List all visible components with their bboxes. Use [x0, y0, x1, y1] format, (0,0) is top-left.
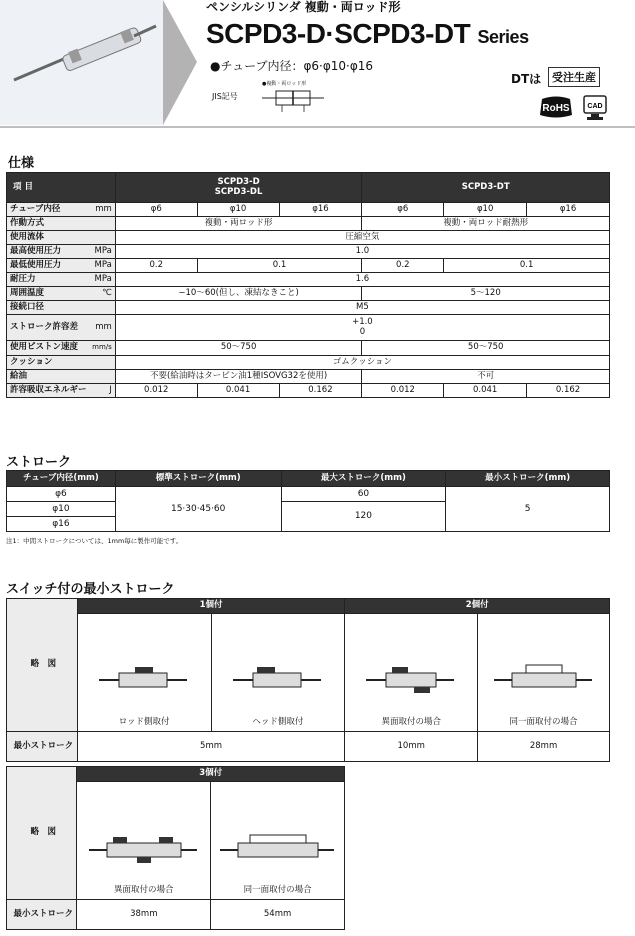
cell: 50〜750 — [115, 341, 362, 356]
row-label: 許容吸収エネルギー J — [7, 384, 116, 398]
table-row — [7, 301, 610, 315]
diagram-cell — [211, 782, 345, 900]
cell: φ10 — [444, 203, 527, 217]
cell: 28mm — [478, 732, 610, 762]
cell: ゴムクッション — [115, 356, 609, 370]
stroke-header: チューブ内径(mm) — [7, 471, 116, 487]
header-arrow-icon — [163, 0, 197, 125]
series-title-suffix: Series — [477, 27, 529, 47]
series-title-main: SCPD3-D·SCPD3-DT — [206, 18, 471, 49]
group-2-header: 2個付 — [345, 599, 610, 614]
rohs-text: RoHS — [542, 103, 570, 114]
table-row — [7, 315, 610, 341]
cell: 5〜120 — [362, 287, 610, 301]
table-row — [7, 356, 610, 370]
dt-note: DTは — [511, 72, 542, 86]
stroke-header: 最大ストローク(mm) — [281, 471, 446, 487]
cylinder-head-side-switch-icon — [233, 658, 323, 698]
stroke-heading: ストローク — [6, 455, 72, 470]
switch-table-a — [6, 598, 610, 762]
spec-heading: 仕様 — [8, 156, 35, 171]
caption: ヘッド側取付 — [252, 717, 304, 728]
table-row — [7, 370, 610, 384]
min-stroke-label: 最小ストローク — [7, 900, 77, 930]
series-subtitle: ペンシルシリンダ 複動・両ロッド形 — [206, 0, 401, 14]
table-row — [7, 203, 610, 217]
cell: 不要(給油時はタービン油1種ISOVG32を使用) — [115, 370, 362, 384]
row-label: 接続口径 — [7, 301, 116, 315]
jis-caption: ●複動・両ロッド形 — [262, 81, 307, 87]
diagram-label: 略 図 — [7, 767, 77, 900]
cell: 5 — [446, 487, 610, 532]
cell: 0.041 — [444, 384, 527, 398]
caption: 同一面取付の場合 — [243, 885, 312, 896]
jis-label: JIS記号 — [212, 92, 238, 101]
row-label: 給油 — [7, 370, 116, 384]
cell: 54mm — [211, 900, 345, 930]
series-title — [206, 18, 529, 50]
model-d-line2: SCPD3-DL — [214, 186, 263, 197]
cad-text: CAD — [587, 103, 603, 110]
cell: 複動・両ロッド形 — [115, 217, 362, 231]
stroke-table — [6, 470, 610, 532]
cell: 10mm — [345, 732, 478, 762]
table-row — [7, 273, 610, 287]
diagram-cell — [77, 782, 211, 900]
cell: 0.012 — [115, 384, 197, 398]
cell: −10〜60(但し、凍結なきこと) — [115, 287, 362, 301]
spec-table — [6, 172, 610, 398]
table-row — [7, 287, 610, 301]
cell: φ16 — [7, 517, 116, 532]
table-row — [7, 245, 610, 259]
model-d-header — [115, 173, 362, 203]
cell: 0.041 — [197, 384, 279, 398]
row-label: 周囲温度 ℃ — [7, 287, 116, 301]
row-label: 使用流体 — [7, 231, 116, 245]
cell: 0.2 — [362, 259, 444, 273]
group-1-header: 1個付 — [77, 599, 345, 614]
table-row — [7, 231, 610, 245]
diagram-cell — [211, 614, 345, 732]
table-row — [7, 487, 610, 502]
cell: φ16 — [279, 203, 362, 217]
cell: 0.1 — [444, 259, 610, 273]
cell: 120 — [281, 502, 446, 532]
cell: φ6 — [115, 203, 197, 217]
made-to-order-badge: 受注生産 — [548, 67, 600, 87]
switch-table-b — [6, 766, 345, 930]
stroke-header: 標準ストローク(mm) — [115, 471, 281, 487]
caption: 異面取付の場合 — [381, 717, 441, 728]
switch-heading: スイッチ付の最小ストローク — [6, 582, 175, 597]
cylinder-three-switch-same-icon — [220, 828, 336, 868]
model-dt-header: SCPD3-DT — [362, 173, 610, 203]
cell: 不可 — [362, 370, 610, 384]
row-label: 耐圧力 MPa — [7, 273, 116, 287]
cell: φ6 — [362, 203, 444, 217]
cell: 50〜750 — [362, 341, 610, 356]
table-row — [7, 384, 610, 398]
cell: 0.162 — [279, 384, 362, 398]
cell: M5 — [115, 301, 609, 315]
cell: φ10 — [7, 502, 116, 517]
diagram-cell — [478, 614, 610, 732]
row-label: クッション — [7, 356, 116, 370]
cylinder-two-switch-opposite-icon — [366, 658, 456, 698]
cad-icon — [583, 95, 607, 121]
diagram-cell — [345, 614, 478, 732]
cell: 0.2 — [115, 259, 197, 273]
cylinder-two-switch-same-icon — [494, 658, 594, 698]
cell: φ6 — [7, 487, 116, 502]
stroke-note: 注1：中間ストロークについては、1mm毎に製作可能です。 — [6, 537, 183, 545]
cell: φ16 — [527, 203, 610, 217]
row-label: 作動方式 — [7, 217, 116, 231]
table-row — [7, 217, 610, 231]
row-label: 使用ピストン速度 mm/s — [7, 341, 116, 356]
row-label: 最高使用圧力 MPa — [7, 245, 116, 259]
table-row — [7, 900, 345, 930]
cell: 0.012 — [362, 384, 444, 398]
diagram-cell — [77, 614, 211, 732]
diagram-row — [7, 614, 610, 732]
cell: 60 — [281, 487, 446, 502]
rohs-icon — [538, 96, 574, 118]
cell: 15·30·45·60 — [115, 487, 281, 532]
cell: 複動・両ロッド耐熱形 — [362, 217, 610, 231]
row-label: チューブ内径 mm — [7, 203, 116, 217]
cell: 0.1 — [197, 259, 362, 273]
header-band — [0, 0, 635, 128]
cell: 圧縮空気 — [115, 231, 609, 245]
jis-symbol-icon — [262, 87, 324, 113]
cylinder-rod-side-switch-icon — [99, 658, 189, 698]
caption: ロッド側取付 — [118, 717, 170, 728]
caption: 同一面取付の場合 — [509, 717, 578, 728]
group-3-header: 3個付 — [77, 767, 345, 782]
model-d-line1: SCPD3-D — [217, 176, 260, 187]
cell: 5mm — [77, 732, 345, 762]
diagram-label: 略 図 — [7, 599, 78, 732]
cell: 38mm — [77, 900, 211, 930]
table-row — [7, 732, 610, 762]
row-label: 最低使用圧力 MPa — [7, 259, 116, 273]
cell: 1.6 — [115, 273, 609, 287]
row-label: ストローク許容差 mm — [7, 315, 116, 341]
cylinder-three-switch-opposite-icon — [89, 828, 199, 868]
item-header: 項 目 — [7, 173, 116, 203]
stroke-header: 最小ストローク(mm) — [446, 471, 610, 487]
cell: 0.162 — [527, 384, 610, 398]
cell: φ10 — [197, 203, 279, 217]
cylinder-photo — [0, 0, 163, 125]
table-row — [7, 259, 610, 273]
bore-list: ●チューブ内径：φ6·φ10·φ16 — [210, 59, 374, 73]
cell: 1.0 — [115, 245, 609, 259]
table-row — [7, 341, 610, 356]
min-stroke-label: 最小ストローク — [7, 732, 78, 762]
caption: 異面取付の場合 — [114, 885, 174, 896]
cell: +1.0 0 — [115, 315, 609, 341]
